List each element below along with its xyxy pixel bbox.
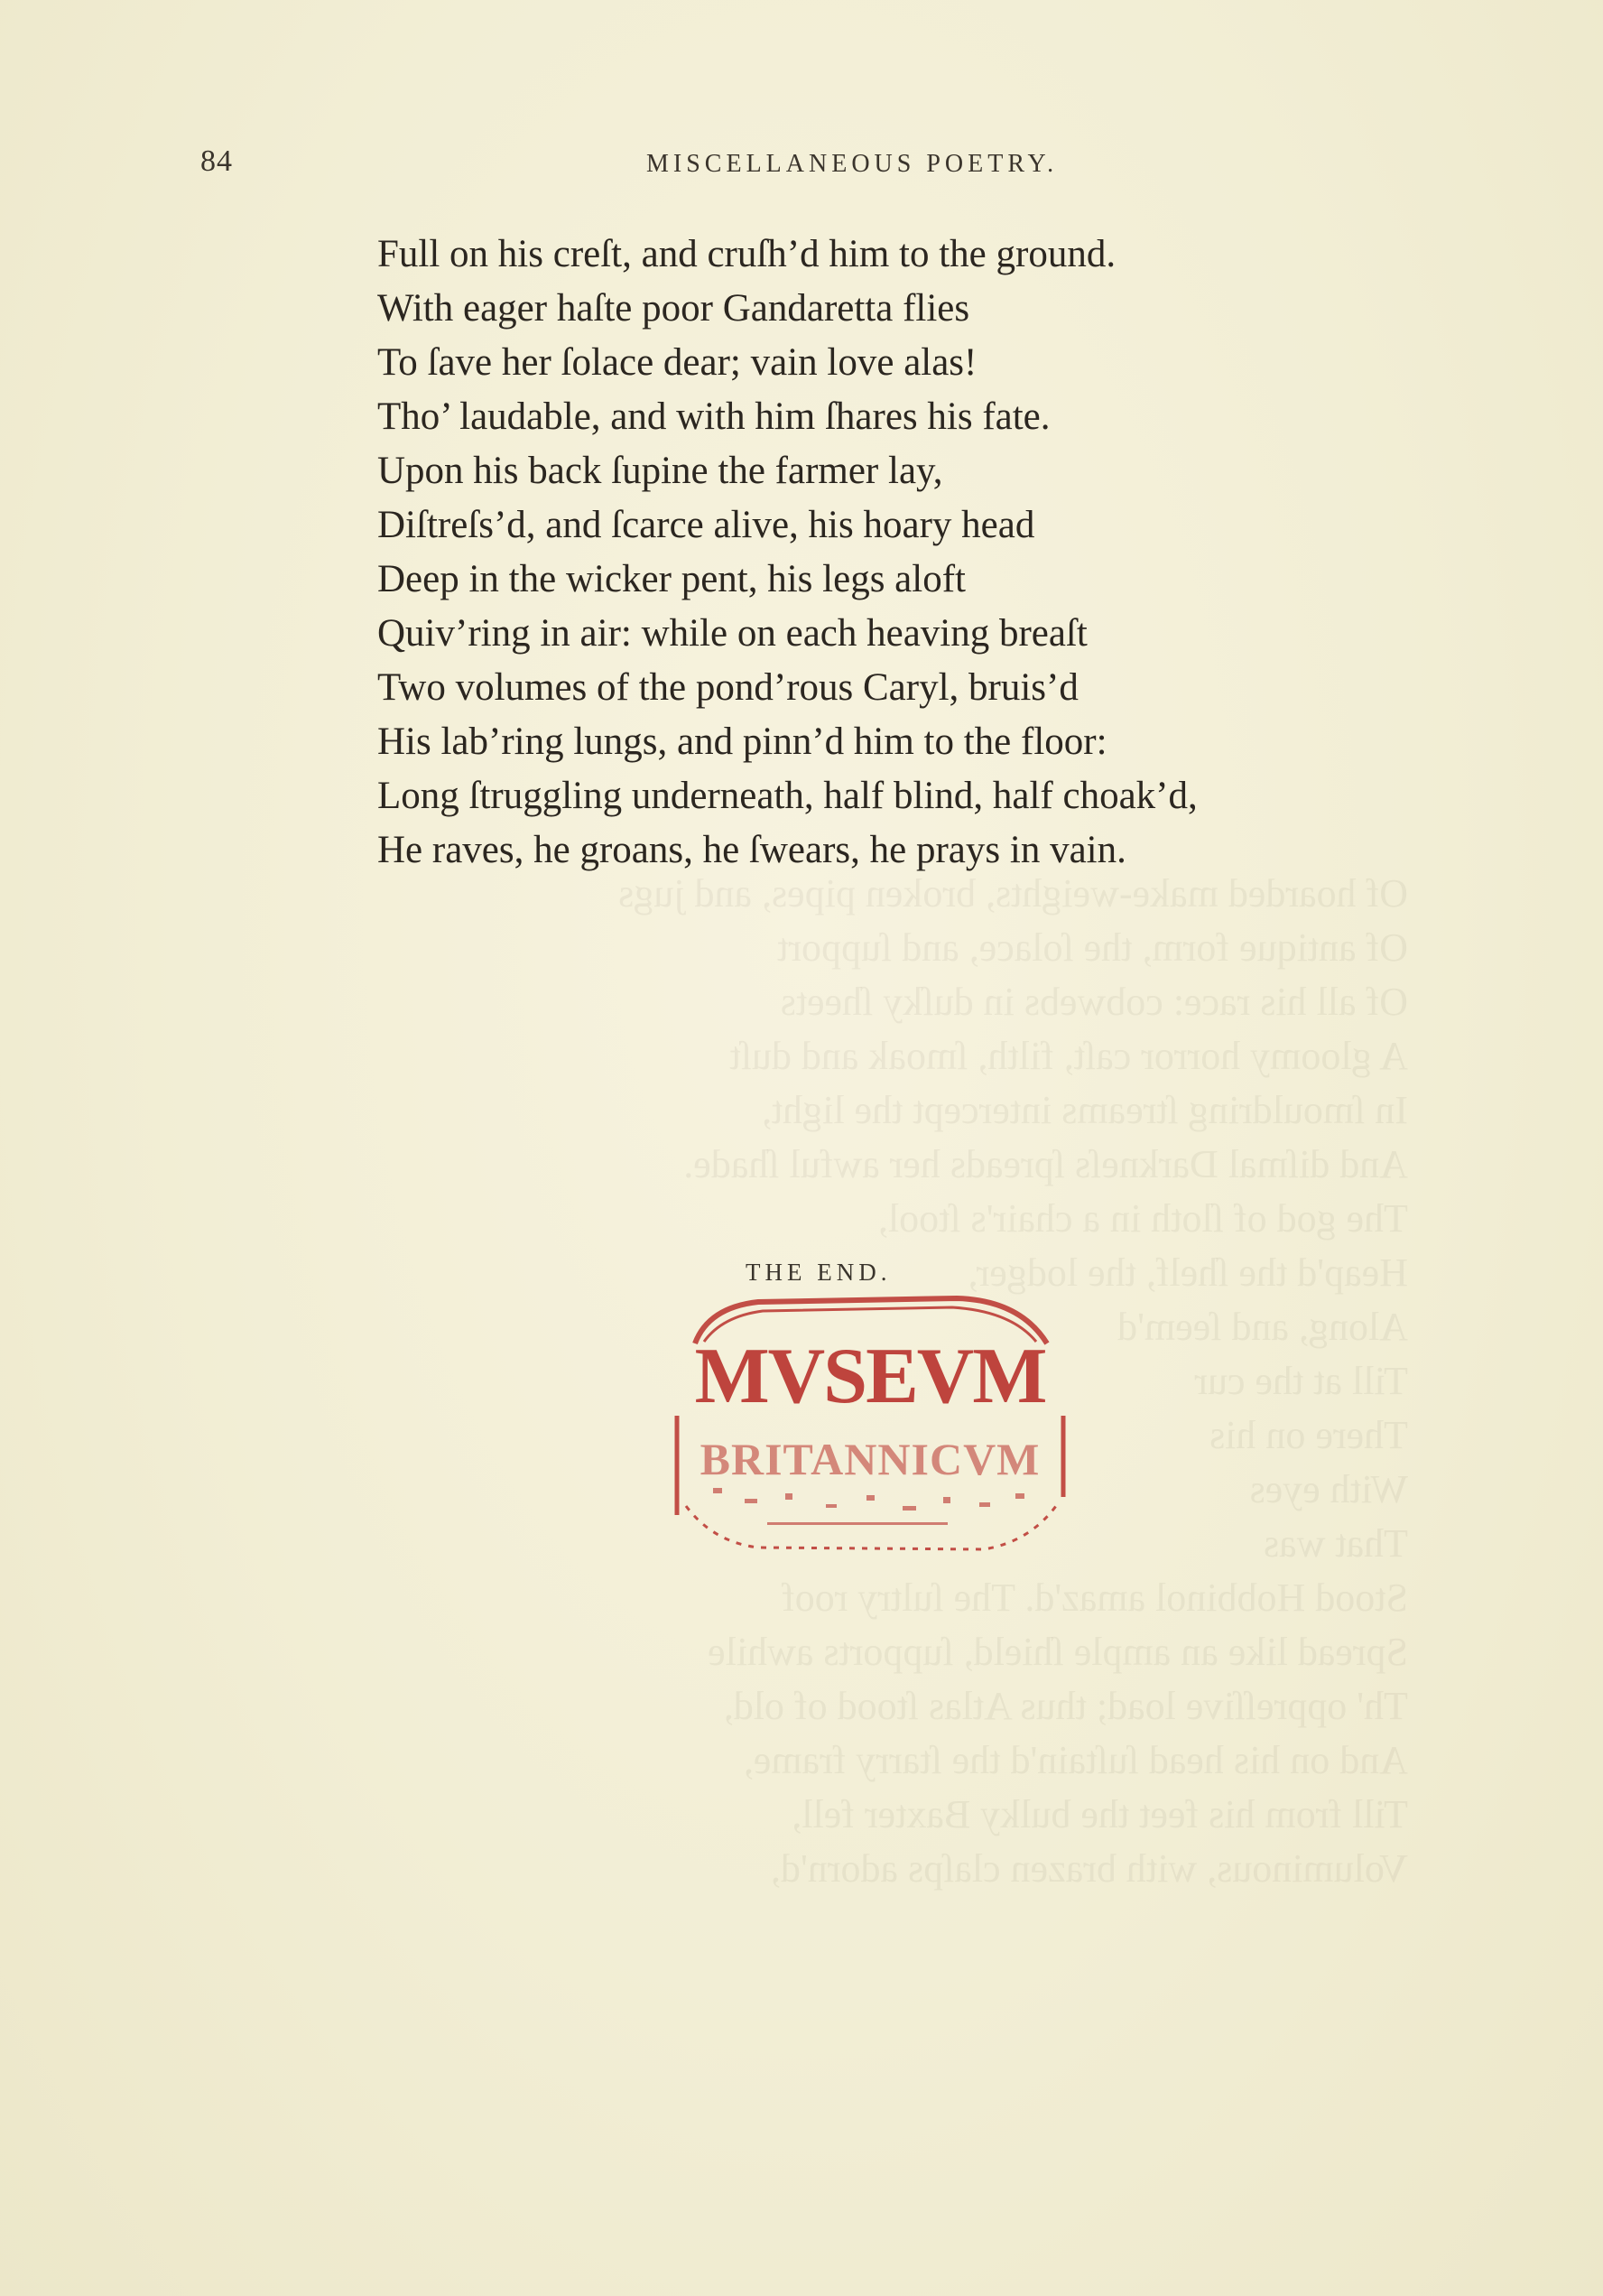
poem-line: To ſave her ſolace dear; vain love alas! [377,341,978,384]
poem-line: Two volumes of the pond’rous Caryl, bruis’d [377,666,1079,709]
running-head: MISCELLANEOUS POETRY. [646,150,1059,178]
poem-line: Diſtreſs’d, and ſcarce alive, his hoary head [377,504,1035,546]
poem-line: Quiv’ring in air: while on each heaving breaſt [377,612,1088,655]
poem-line: Long ſtruggling underneath, half blind, half choak’d, [377,775,1198,817]
poem [377,228,1460,878]
the-end: THE END. [746,1259,892,1286]
poem-line: His lab’ring lungs, and pinn’d him to the floor: [377,720,1107,763]
poem-line: With eager haſte poor Gandaretta flies [377,287,970,330]
poem-line: He raves, he groans, he ſwears, he prays in vain. [377,829,1126,871]
museum-stamp [659,1289,1074,1560]
show-through-text: Of hoarded make-weights, broken pipes, and jugs Of antique form, the ſolace, and ſupport Of all his race: cobwebs in duſky ſheets A gloomy horror caſt, filth, ſmoak and duſt In ſmouldring ſtreams intercept the light, And diſmal Darkneſs ſpreads her awful ſhade. The god of ſloth in a chair's ſtool, Heap'd the ſhelf, the lodger, Along, and ſeem'd Till at the cur There on his With eyes That was Stood Hobbinol amaz'd. The ſultry roof Spread like an ample ſhield, ſupports awhile Th' oppreſſive load; thus Atlas ſtood of old, And on his head ſuſtain'd the ſtarry frame, Till from his feet the bulky Baxter fell, Voluminous, with brazen claſps adorn'd, [618,871,1408,1891]
page-number: 84 [200,144,233,178]
poem-line: Upon his back ſupine the farmer lay, [377,450,943,492]
stamp-line-1: MVSEVM [694,1333,1046,1420]
stamp-line-2: BRITANNICVM [700,1434,1041,1484]
poem-line: Deep in the wicker pent, his legs aloft [377,558,966,600]
poem-line: Tho’ laudable, and with him ſhares his fate. [377,395,1051,438]
poem-line: Full on his creſt, and cruſh’d him to the ground. [377,233,1117,275]
